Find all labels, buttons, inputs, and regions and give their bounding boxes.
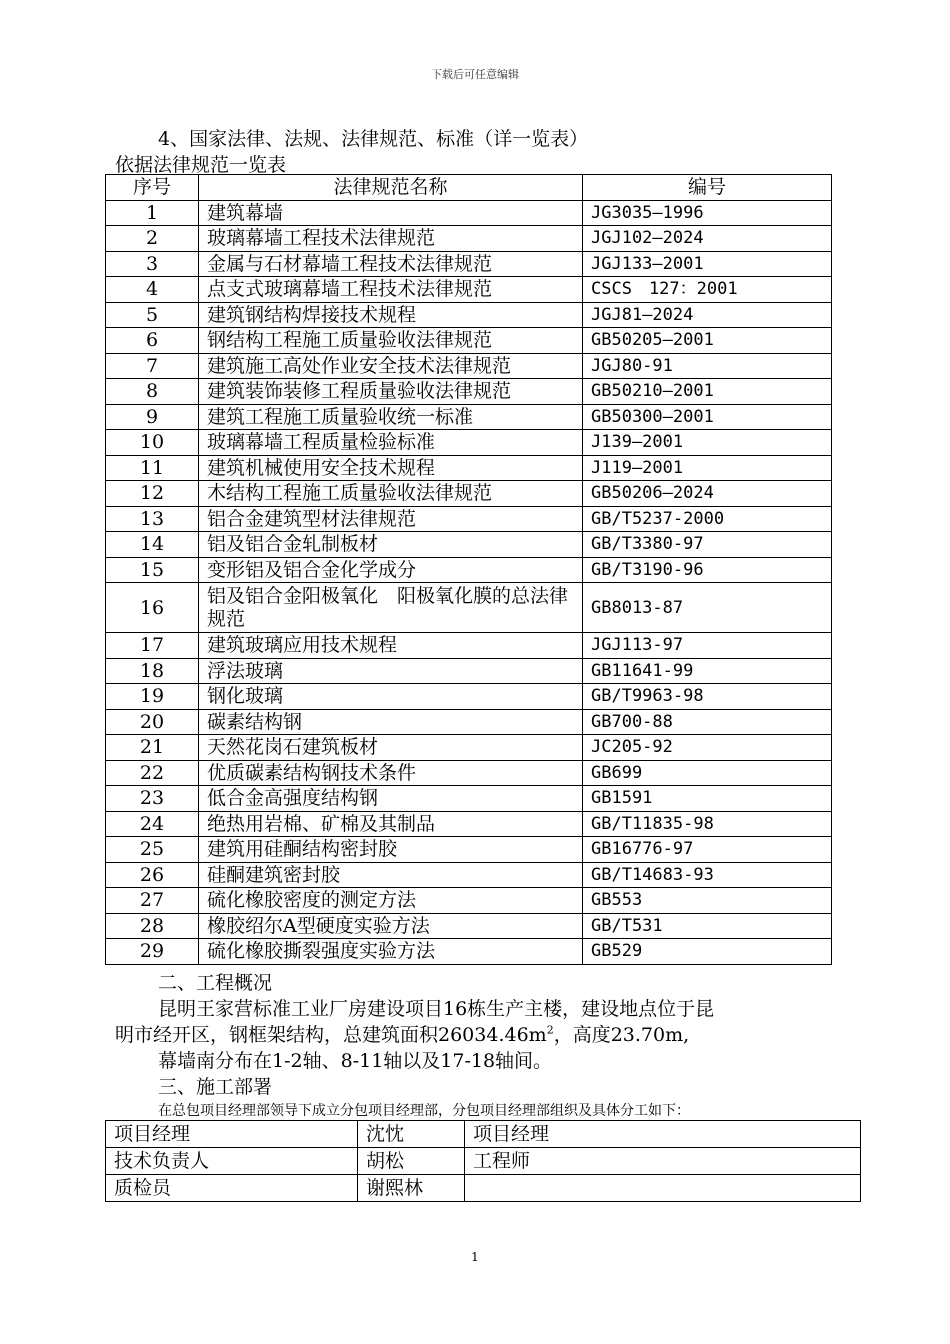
regulation-code: GB529: [583, 939, 832, 965]
row-number: 8: [106, 379, 199, 405]
regulation-code: GB50205—2001: [583, 328, 832, 354]
row-number: 2: [106, 226, 199, 252]
staff-row: [106, 1148, 861, 1175]
row-number: 3: [106, 251, 199, 277]
table-header-row: [106, 175, 832, 201]
table-row: [106, 837, 832, 863]
regulation-code: JGJ133—2001: [583, 251, 832, 277]
table-row: [106, 684, 832, 710]
table-row: [106, 658, 832, 684]
table-row: [106, 506, 832, 532]
row-number: 19: [106, 684, 199, 710]
table-row: [106, 226, 832, 252]
regulation-code: GB50300—2001: [583, 404, 832, 430]
regulation-code: GB50210—2001: [583, 379, 832, 405]
row-number: 15: [106, 557, 199, 583]
table-row: [106, 481, 832, 507]
table-row: [106, 939, 832, 965]
regulation-code: JGJ80-91: [583, 353, 832, 379]
regulation-name: 玻璃幕墙工程技术法律规范: [199, 226, 583, 252]
regulation-code: GB50206—2024: [583, 481, 832, 507]
overview-line-1: 昆明王家营标准工业厂房建设项目16栋生产主楼，建设地点位于昆: [158, 998, 715, 1020]
regulation-name: 浮法玻璃: [199, 658, 583, 684]
overview-line-3: 幕墙南分布在1-2轴、8-11轴以及17-18轴间。: [158, 1050, 553, 1072]
section-title: 4、国家法律、法规、法律规范、标准（详一览表）: [158, 128, 589, 150]
regulation-name: 硫化橡胶密度的测定方法: [199, 888, 583, 914]
table-row: [106, 888, 832, 914]
regulation-name: 碳素结构钢: [199, 709, 583, 735]
row-number: 21: [106, 735, 199, 761]
row-number: 14: [106, 532, 199, 558]
row-number: 7: [106, 353, 199, 379]
regulation-name: 建筑玻璃应用技术规程: [199, 633, 583, 659]
regulation-name: 建筑幕墙: [199, 200, 583, 226]
table-row: [106, 379, 832, 405]
regulation-code: GB/T9963-98: [583, 684, 832, 710]
table-row: [106, 735, 832, 761]
row-number: 25: [106, 837, 199, 863]
table-row: [106, 455, 832, 481]
row-number: 26: [106, 862, 199, 888]
header-watermark: 下载后可任意编辑: [431, 68, 519, 81]
column-header-number: 序号: [106, 175, 199, 201]
regulation-code: GB16776-97: [583, 837, 832, 863]
regulation-name: 变形铝及铝合金化学成分: [199, 557, 583, 583]
column-header-name: 法律规范名称: [199, 175, 583, 201]
row-number: 10: [106, 430, 199, 456]
table-row: [106, 430, 832, 456]
table-row: [106, 811, 832, 837]
regulation-code: J119—2001: [583, 455, 832, 481]
row-number: 29: [106, 939, 199, 965]
page-number: 1: [471, 1250, 479, 1264]
column-header-code: 编号: [583, 175, 832, 201]
row-number: 20: [106, 709, 199, 735]
regulation-code: JGJ113-97: [583, 633, 832, 659]
regulation-code: GB8013-87: [583, 583, 832, 633]
regulation-code: GB/T531: [583, 913, 832, 939]
overview-line-2: [115, 1020, 689, 1047]
regulation-name: 建筑施工高处作业安全技术法律规范: [199, 353, 583, 379]
row-number: 1: [106, 200, 199, 226]
regulation-code: GB553: [583, 888, 832, 914]
table-row: [106, 251, 832, 277]
staff-title: 工程师: [465, 1148, 861, 1175]
regulation-name: 绝热用岩棉、矿棉及其制品: [199, 811, 583, 837]
regulation-code: GB700-88: [583, 709, 832, 735]
staff-row: [106, 1121, 861, 1148]
row-number: 6: [106, 328, 199, 354]
regulation-code: GB/T3380-97: [583, 532, 832, 558]
regulation-name: 铝合金建筑型材法律规范: [199, 506, 583, 532]
regulation-code: J139—2001: [583, 430, 832, 456]
regulation-name: 点支式玻璃幕墙工程技术法律规范: [199, 277, 583, 303]
row-number: 5: [106, 302, 199, 328]
regulation-code: GB699: [583, 760, 832, 786]
table-row: [106, 302, 832, 328]
regulation-code: CSCS 127：2001: [583, 277, 832, 303]
table-row: [106, 633, 832, 659]
staff-name: 胡松: [358, 1148, 465, 1175]
regulation-code: JGJ81—2024: [583, 302, 832, 328]
regulation-name: 金属与石材幕墙工程技术法律规范: [199, 251, 583, 277]
table-row: [106, 557, 832, 583]
staff-table: [105, 1120, 861, 1202]
table-row: [106, 353, 832, 379]
regulation-code: JC205-92: [583, 735, 832, 761]
staff-role: 技术负责人: [106, 1148, 358, 1175]
row-number: 18: [106, 658, 199, 684]
regulation-name: 天然花岗石建筑板材: [199, 735, 583, 761]
deployment-intro: 在总包项目经理部领导下成立分包项目经理部，分包项目经理部组织及具体分工如下：: [158, 1103, 690, 1119]
regulations-table: [105, 174, 832, 965]
area-unit-superscript: 2: [546, 1023, 554, 1037]
regulation-name: 低合金高强度结构钢: [199, 786, 583, 812]
regulation-name: 硅酮建筑密封胶: [199, 862, 583, 888]
staff-name: 谢熙林: [358, 1175, 465, 1202]
regulation-name: 木结构工程施工质量验收法律规范: [199, 481, 583, 507]
staff-title: 项目经理: [465, 1121, 861, 1148]
regulation-name: 钢结构工程施工质量验收法律规范: [199, 328, 583, 354]
regulation-name: 建筑用硅酮结构密封胶: [199, 837, 583, 863]
staff-row: [106, 1175, 861, 1202]
regulation-name: 铝及铝合金阳极氧化 阳极氧化膜的总法律规范: [199, 583, 583, 633]
row-number: 28: [106, 913, 199, 939]
table-row: [106, 583, 832, 633]
regulation-code: JG3035—1996: [583, 200, 832, 226]
regulation-name: 硫化橡胶撕裂强度实验方法: [199, 939, 583, 965]
regulation-code: JGJ102—2024: [583, 226, 832, 252]
regulation-code: GB1591: [583, 786, 832, 812]
regulation-name: 优质碳素结构钢技术条件: [199, 760, 583, 786]
row-number: 17: [106, 633, 199, 659]
row-number: 13: [106, 506, 199, 532]
regulation-code: GB/T5237-2000: [583, 506, 832, 532]
overview-line-2-text: 明市经开区，钢框架结构，总建筑面积26034.46m: [115, 1024, 547, 1046]
table-row: [106, 404, 832, 430]
regulation-name: 玻璃幕墙工程质量检验标准: [199, 430, 583, 456]
regulation-code: GB/T3190-96: [583, 557, 832, 583]
regulation-name: 建筑机械使用安全技术规程: [199, 455, 583, 481]
regulation-name: 钢化玻璃: [199, 684, 583, 710]
staff-name: 沈忱: [358, 1121, 465, 1148]
row-number: 9: [106, 404, 199, 430]
table-row: [106, 200, 832, 226]
table-row: [106, 862, 832, 888]
deployment-heading: 三、施工部署: [158, 1076, 273, 1098]
regulation-name: 橡胶绍尔A型硬度实验方法: [199, 913, 583, 939]
staff-role: 项目经理: [106, 1121, 358, 1148]
table-row: [106, 532, 832, 558]
overview-heading: 二、工程概况: [158, 972, 273, 994]
row-number: 11: [106, 455, 199, 481]
staff-role: 质检员: [106, 1175, 358, 1202]
table-row: [106, 786, 832, 812]
table-row: [106, 709, 832, 735]
row-number: 27: [106, 888, 199, 914]
overview-line-2-tail: ，高度23.70m,: [553, 1024, 690, 1046]
row-number: 4: [106, 277, 199, 303]
regulation-name: 建筑工程施工质量验收统一标准: [199, 404, 583, 430]
regulation-code: GB11641-99: [583, 658, 832, 684]
regulation-name: 铝及铝合金轧制板材: [199, 532, 583, 558]
regulation-name: 建筑装饰装修工程质量验收法律规范: [199, 379, 583, 405]
row-number: 24: [106, 811, 199, 837]
table-row: [106, 760, 832, 786]
table-row: [106, 913, 832, 939]
row-number: 16: [106, 583, 199, 633]
table-caption: 依据法律规范一览表: [115, 154, 287, 176]
table-row: [106, 277, 832, 303]
table-row: [106, 328, 832, 354]
row-number: 23: [106, 786, 199, 812]
row-number: 12: [106, 481, 199, 507]
regulation-code: GB/T11835-98: [583, 811, 832, 837]
regulation-code: GB/T14683-93: [583, 862, 832, 888]
staff-title: [465, 1175, 861, 1202]
row-number: 22: [106, 760, 199, 786]
regulation-name: 建筑钢结构焊接技术规程: [199, 302, 583, 328]
